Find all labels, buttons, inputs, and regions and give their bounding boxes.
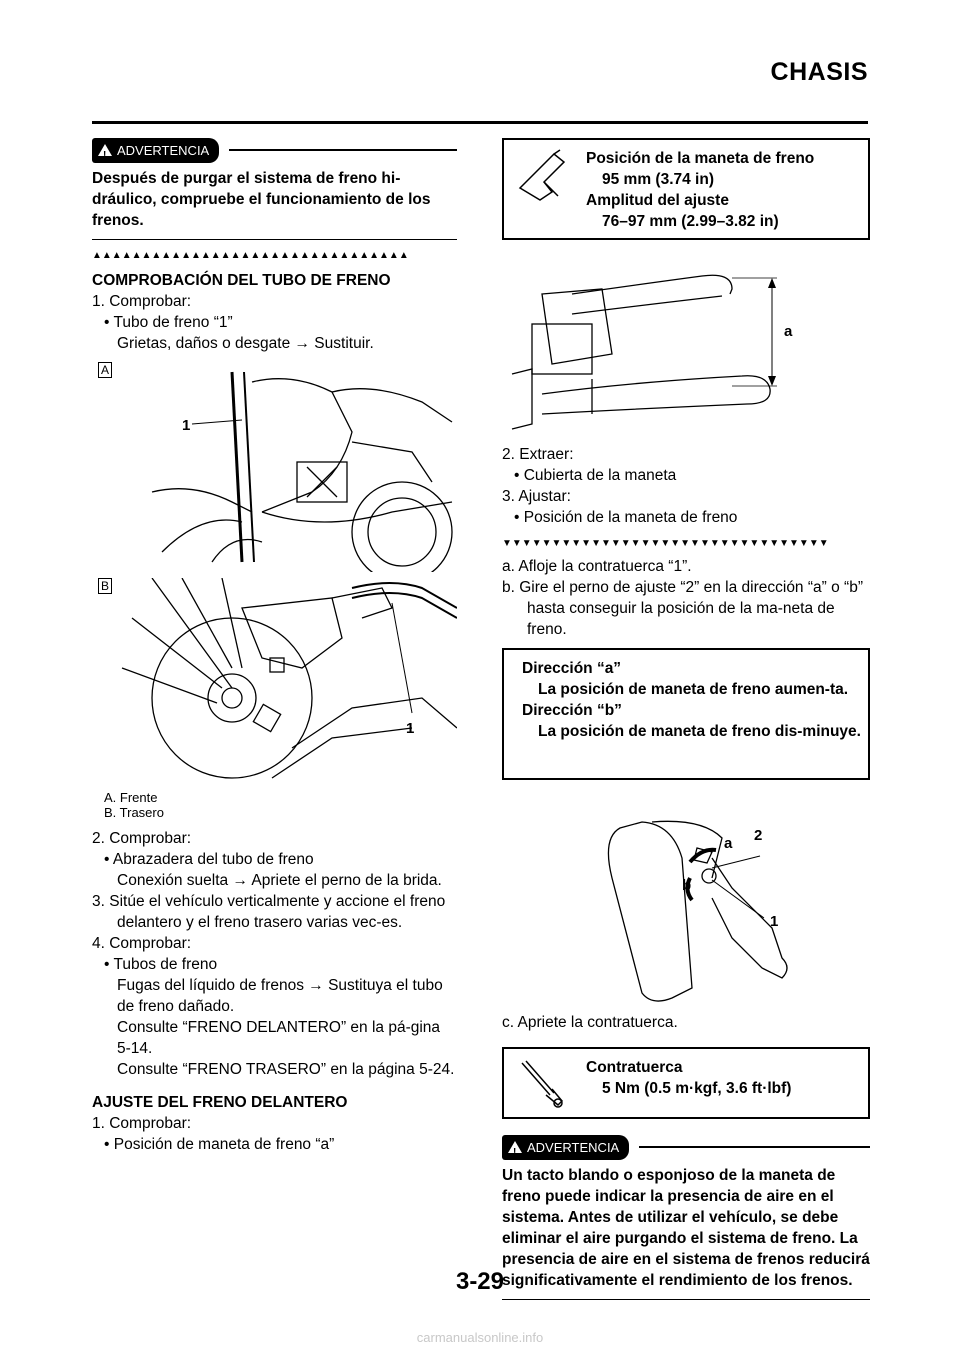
warning-header bbox=[92, 138, 457, 162]
callout-a-distance: a bbox=[784, 323, 793, 340]
rear-hose-illustration bbox=[92, 578, 457, 790]
lever-distance-illustration bbox=[502, 264, 870, 434]
warning-icon bbox=[98, 144, 112, 156]
triangle-divider: ▲▲▲▲▲▲▲▲▲▲▲▲▲▲▲▲▲▲▲▲▲▲▲▲▲▲▲▲▲▲▲▲ bbox=[92, 250, 409, 261]
front-hose-illustration bbox=[92, 362, 457, 572]
page-number: 3-29 bbox=[455, 1268, 505, 1295]
callout-1-rear: 1 bbox=[406, 720, 415, 737]
adjust-bolt-illustration bbox=[502, 818, 870, 1006]
warning-badge-right: ! ADVERTENCIA bbox=[502, 1135, 629, 1160]
section-title-ajuste: AJUSTE DEL FRENO DELANTERO bbox=[92, 1094, 348, 1111]
warning-text-right: Un tacto blando o esponjoso de la maneta de freno puede indicar la presencia de aire en el sistema. Antes de utilizar el vehículo, se debe eliminar el aire purgando el sistema de freno. La presencia de aire en el sistema de frenos reducirá significativamente el rendimiento de los frenos. bbox=[502, 1159, 870, 1300]
torque-wrench-icon bbox=[514, 1057, 574, 1109]
figure-adjust-bolt bbox=[502, 818, 870, 1006]
figure-label-a: A bbox=[98, 362, 112, 378]
page-title: CHASIS bbox=[770, 58, 868, 86]
figure-lever-distance bbox=[502, 264, 870, 434]
callout-1-adjust: 1 bbox=[770, 913, 779, 930]
watermark: carmanualsonline.info bbox=[416, 1330, 544, 1345]
right-column: Posición de la maneta de freno 95 mm (3.74 in) Amplitud del ajuste 76–97 mm (2.99–3.82 in) a 2. Extraer: • Cubierta de la maneta 3. Ajustar: • Posición de la maneta de freno ▼▼▼▼▼▼▼▼▼▼▼▼▼▼▼▼▼▼▼▼▼▼▼▼▼▼▼▼▼▼▼▼▼ a. Afloje la contratuerca “1”. b. Gire el perno de ajuste “2” en la dirección “a” o “b” hasta conseguir la posición de la ma-neta de freno. Dirección “a” La posición de maneta de freno aumen-ta. Dirección “b” La posición de maneta de freno dis-minuye. a 2 b 1 c. Apriete la contratuerca. Contratuerca 5 Nm (0.5 m·kgf, 3.6 ft·lbf) ! ADVERTENCIA Un tacto blando o esponjoso de la maneta de freno puede indicar la presencia de aire en el sistema. Antes de utilizar el vehículo, se debe eliminar el aire purgando el sistema de freno. La presencia de aire en el sistema de frenos reducirá significativamente el rendimiento de los frenos. bbox=[502, 138, 870, 1300]
caption-b: B. Trasero bbox=[104, 805, 164, 820]
callout-1-front: 1 bbox=[182, 417, 191, 434]
figure-label-b: B bbox=[98, 578, 112, 594]
caption-a: A. Frente bbox=[104, 790, 158, 805]
callout-2-adjust: 2 bbox=[754, 827, 763, 844]
figure-rear-hose bbox=[92, 578, 457, 790]
section-title-tubo: COMPROBACIÓN DEL TUBO DE FRENO bbox=[92, 272, 391, 289]
callout-a-adjust: a bbox=[724, 835, 733, 852]
spec-box-lever-position: Posición de la maneta de freno 95 mm (3.74 in) Amplitud del ajuste 76–97 mm (2.99–3.82 in) bbox=[502, 138, 870, 240]
warning-text: Después de purgar el sistema de freno hi-dráulico, compruebe el funcionamiento de los frenos. bbox=[92, 162, 457, 240]
warning-icon-right bbox=[508, 1141, 522, 1153]
figure-front-hose bbox=[92, 362, 457, 572]
spec-box-torque: Contratuerca 5 Nm (0.5 m·kgf, 3.6 ft·lbf) bbox=[502, 1047, 870, 1119]
left-column: ! ADVERTENCIA Después de purgar el sistema de freno hi-dráulico, compruebe el funcionamiento de los frenos. ▲▲▲▲▲▲▲▲▲▲▲▲▲▲▲▲▲▲▲▲▲▲▲▲▲▲▲▲▲▲▲▲ COMPROBACIÓN DEL TUBO DE FRENO 1. Comprobar: • Tubo de freno “1” Grietas, daños o desgate → Sustituir. A 1 B 1 A. Frente B. Trasero 2. Comprobar: • Abrazadera del tubo de freno Conexión suelta → Apriete el perno de la brida. 3. Sitúe el vehículo verticalmente y accione el freno delantero y el freno trasero varias vec-es. 4. Comprobar: • Tubos de freno Fugas del líquido de frenos → Sustituya el tubo de freno dañado. Consulte “FRENO DELANTERO” en la pá-gina 5-14. Consulte “FRENO TRASERO” en la página 5-24. AJUSTE DEL FRENO DELANTERO 1. Comprobar: • Posición de maneta de freno “a” bbox=[92, 138, 457, 1155]
warning-badge: ! ADVERTENCIA bbox=[92, 138, 219, 163]
callout-b-adjust: b bbox=[682, 877, 692, 894]
direction-box: Dirección “a” La posición de maneta de freno aumen-ta. Dirección “b” La posición de maneta de freno dis-minuye. bbox=[502, 648, 870, 780]
header-rule bbox=[92, 121, 868, 124]
caliper-icon bbox=[514, 148, 574, 230]
triangle-divider-down: ▼▼▼▼▼▼▼▼▼▼▼▼▼▼▼▼▼▼▼▼▼▼▼▼▼▼▼▼▼▼▼▼▼ bbox=[502, 538, 829, 549]
warning-header-right bbox=[502, 1135, 870, 1159]
